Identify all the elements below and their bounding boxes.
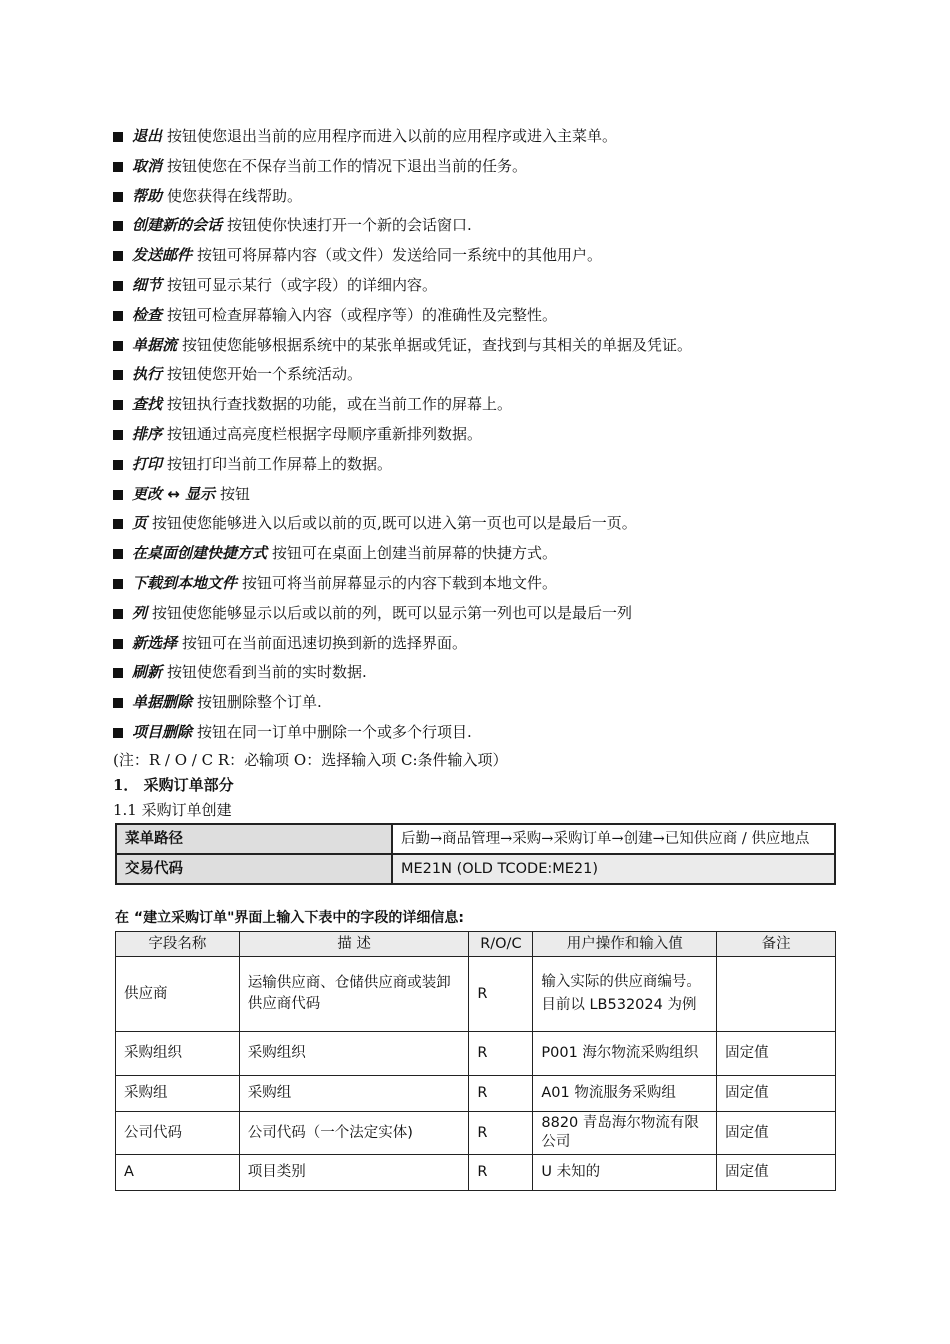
list-item	[113, 390, 853, 420]
button-term: 列	[132, 603, 148, 622]
list-item	[113, 182, 853, 212]
square-bullet-icon	[113, 490, 123, 500]
square-bullet-icon	[113, 251, 123, 261]
table-cell: U 未知的	[533, 1155, 717, 1191]
table-cell: P001 海尔物流采购组织	[533, 1032, 717, 1076]
section-heading: 1． 采购订单部分	[113, 776, 234, 794]
input-type-note: (注：R / O / C R：必输项 O：选择输入项 C:条件输入项）	[113, 751, 508, 769]
square-bullet-icon	[113, 221, 123, 231]
table-cell: 采购组织	[239, 1032, 469, 1076]
button-description: 使您获得在线帮助。	[167, 186, 303, 205]
table-cell: 采购组	[239, 1076, 469, 1112]
square-bullet-icon	[113, 519, 123, 529]
menu-path-value: 后勤→商品管理→采购→采购订单→创建→已知供应商 / 供应地点	[392, 824, 835, 854]
button-term: 退出	[132, 127, 163, 145]
table-cell: R	[469, 1032, 533, 1076]
button-description: 按钮	[220, 484, 251, 503]
square-bullet-icon	[113, 579, 123, 589]
table-cell: 8820 青岛海尔物流有限公司	[533, 1112, 717, 1155]
table-row	[116, 1155, 836, 1191]
square-bullet-icon	[113, 341, 123, 351]
button-term: 细节	[132, 275, 163, 294]
square-bullet-icon	[113, 609, 123, 619]
button-term: 更改 ↔ 显示	[132, 484, 216, 503]
list-item	[113, 629, 853, 659]
table-cell: 公司代码（一个法定实体)	[239, 1112, 469, 1155]
button-description: 按钮使您退出当前的应用程序而进入以前的应用程序或进入主菜单。	[167, 127, 618, 145]
button-description: 按钮使您能够根据系统中的某张单据或凭证，查找到与其相关的单据及凭证。	[182, 335, 693, 354]
square-bullet-icon	[113, 132, 123, 142]
table-cell: R	[469, 957, 533, 1032]
list-item	[113, 152, 853, 182]
button-description: 按钮使您看到当前的实时数据.	[167, 663, 367, 682]
button-description: 按钮在同一订单中删除一个或多个行项目.	[197, 722, 472, 741]
list-item	[113, 688, 853, 718]
square-bullet-icon	[113, 162, 123, 172]
button-term: 单据删除	[132, 693, 193, 712]
list-item	[113, 301, 853, 331]
button-term: 新选择	[132, 633, 178, 652]
button-description: 按钮执行查找数据的功能，或在当前工作的屏幕上。	[167, 395, 513, 414]
field-details-table	[115, 931, 836, 1191]
square-bullet-icon	[113, 668, 123, 678]
column-header-remarks: 备注	[717, 932, 836, 957]
button-description: 按钮打印当前工作屏幕上的数据。	[167, 454, 393, 473]
button-term: 执行	[132, 365, 163, 384]
table-cell: 输入实际的供应商编号。目前以 LB532024 为例	[533, 957, 717, 1032]
list-item	[113, 599, 853, 629]
square-bullet-icon	[113, 639, 123, 649]
list-item	[113, 539, 853, 569]
table-row	[116, 1076, 836, 1112]
list-item	[113, 271, 853, 301]
button-description: 按钮可将当前屏幕显示的内容下载到本地文件。	[242, 573, 558, 592]
list-item	[113, 420, 853, 450]
list-item	[113, 718, 853, 748]
square-bullet-icon	[113, 698, 123, 708]
table-row	[116, 957, 836, 1032]
square-bullet-icon	[113, 549, 123, 559]
square-bullet-icon	[113, 370, 123, 380]
table-cell: 供应商	[116, 957, 240, 1032]
table-cell: 采购组	[116, 1076, 240, 1112]
table-cell: 固定值	[717, 1076, 836, 1112]
button-term: 创建新的会话	[132, 216, 223, 235]
square-bullet-icon	[113, 430, 123, 440]
button-description: 按钮可在桌面上创建当前屏幕的快捷方式。	[272, 544, 558, 563]
table-cell: 公司代码	[116, 1112, 240, 1155]
table-cell: R	[469, 1112, 533, 1155]
button-description: 按钮可检查屏幕输入内容（或程序等）的准确性及完整性。	[167, 305, 558, 324]
list-item	[113, 211, 853, 241]
list-item	[113, 658, 853, 688]
table-cell: 运输供应商、仓储供应商或装卸供应商代码	[239, 957, 469, 1032]
button-description: 按钮使您能够显示以后或以前的列，既可以显示第一列也可以是最后一列	[152, 603, 633, 622]
button-description: 按钮使你快速打开一个新的会话窗口.	[227, 216, 472, 235]
fields-table-caption: 在 “建立采购订单"界面上输入下表中的字段的详细信息:	[115, 910, 464, 926]
button-description: 按钮使您在不保存当前工作的情况下退出当前的任务。	[167, 156, 528, 175]
list-item	[113, 509, 853, 539]
list-item	[113, 360, 853, 390]
button-description: 按钮通过高亮度栏根据字母顺序重新排列数据。	[167, 424, 483, 443]
button-description-list	[113, 122, 853, 748]
tcode-value: ME21N (OLD TCODE:ME21)	[392, 854, 835, 884]
column-header-description: 描 述	[239, 932, 469, 957]
square-bullet-icon	[113, 400, 123, 410]
table-cell: A01 物流服务采购组	[533, 1076, 717, 1112]
list-item	[113, 331, 853, 361]
button-term: 取消	[132, 156, 163, 175]
table-cell	[717, 957, 836, 1032]
square-bullet-icon	[113, 728, 123, 738]
square-bullet-icon	[113, 281, 123, 291]
square-bullet-icon	[113, 192, 123, 202]
column-header-field-name: 字段名称	[116, 932, 240, 957]
transaction-info-table	[115, 823, 836, 885]
table-row	[116, 824, 835, 854]
table-cell: 固定值	[717, 1032, 836, 1076]
button-term: 单据流	[132, 335, 178, 354]
button-term: 刷新	[132, 663, 163, 682]
table-cell: 固定值	[717, 1112, 836, 1155]
button-term: 帮助	[132, 186, 163, 205]
button-term: 下载到本地文件	[132, 573, 238, 592]
menu-path-label: 菜单路径	[116, 824, 392, 854]
button-description: 按钮使您开始一个系统活动。	[167, 365, 363, 384]
list-item	[113, 569, 853, 599]
list-item	[113, 122, 853, 152]
table-row	[116, 1112, 836, 1155]
column-header-user-input: 用户操作和输入值	[533, 932, 717, 957]
button-term: 排序	[132, 424, 163, 443]
list-item	[113, 241, 853, 271]
button-description: 按钮使您能够进入以后或以前的页,既可以进入第一页也可以是最后一页。	[152, 514, 637, 533]
table-cell: 项目类别	[239, 1155, 469, 1191]
table-header-row	[116, 932, 836, 957]
button-term: 项目删除	[132, 722, 193, 741]
list-item	[113, 480, 853, 510]
button-term: 在桌面创建快捷方式	[132, 544, 268, 563]
button-term: 打印	[132, 454, 163, 473]
table-cell: 采购组织	[116, 1032, 240, 1076]
table-cell: R	[469, 1076, 533, 1112]
table-cell: R	[469, 1155, 533, 1191]
tcode-label: 交易代码	[116, 854, 392, 884]
button-description: 按钮删除整个订单.	[197, 693, 322, 712]
button-description: 按钮可在当前面迅速切换到新的选择界面。	[182, 633, 468, 652]
square-bullet-icon	[113, 311, 123, 321]
button-description: 按钮可显示某行（或字段）的详细内容。	[167, 275, 438, 294]
button-term: 检查	[132, 305, 163, 324]
table-cell: 固定值	[717, 1155, 836, 1191]
column-header-roc: R/O/C	[469, 932, 533, 957]
square-bullet-icon	[113, 460, 123, 470]
button-term: 查找	[132, 395, 163, 414]
button-term: 发送邮件	[132, 246, 193, 265]
list-item	[113, 450, 853, 480]
button-description: 按钮可将屏幕内容（或文件）发送给同一系统中的其他用户。	[197, 246, 603, 265]
table-cell: A	[116, 1155, 240, 1191]
table-row	[116, 1032, 836, 1076]
subsection-heading: 1.1 采购订单创建	[113, 801, 232, 819]
table-row	[116, 854, 835, 884]
button-term: 页	[132, 514, 148, 533]
